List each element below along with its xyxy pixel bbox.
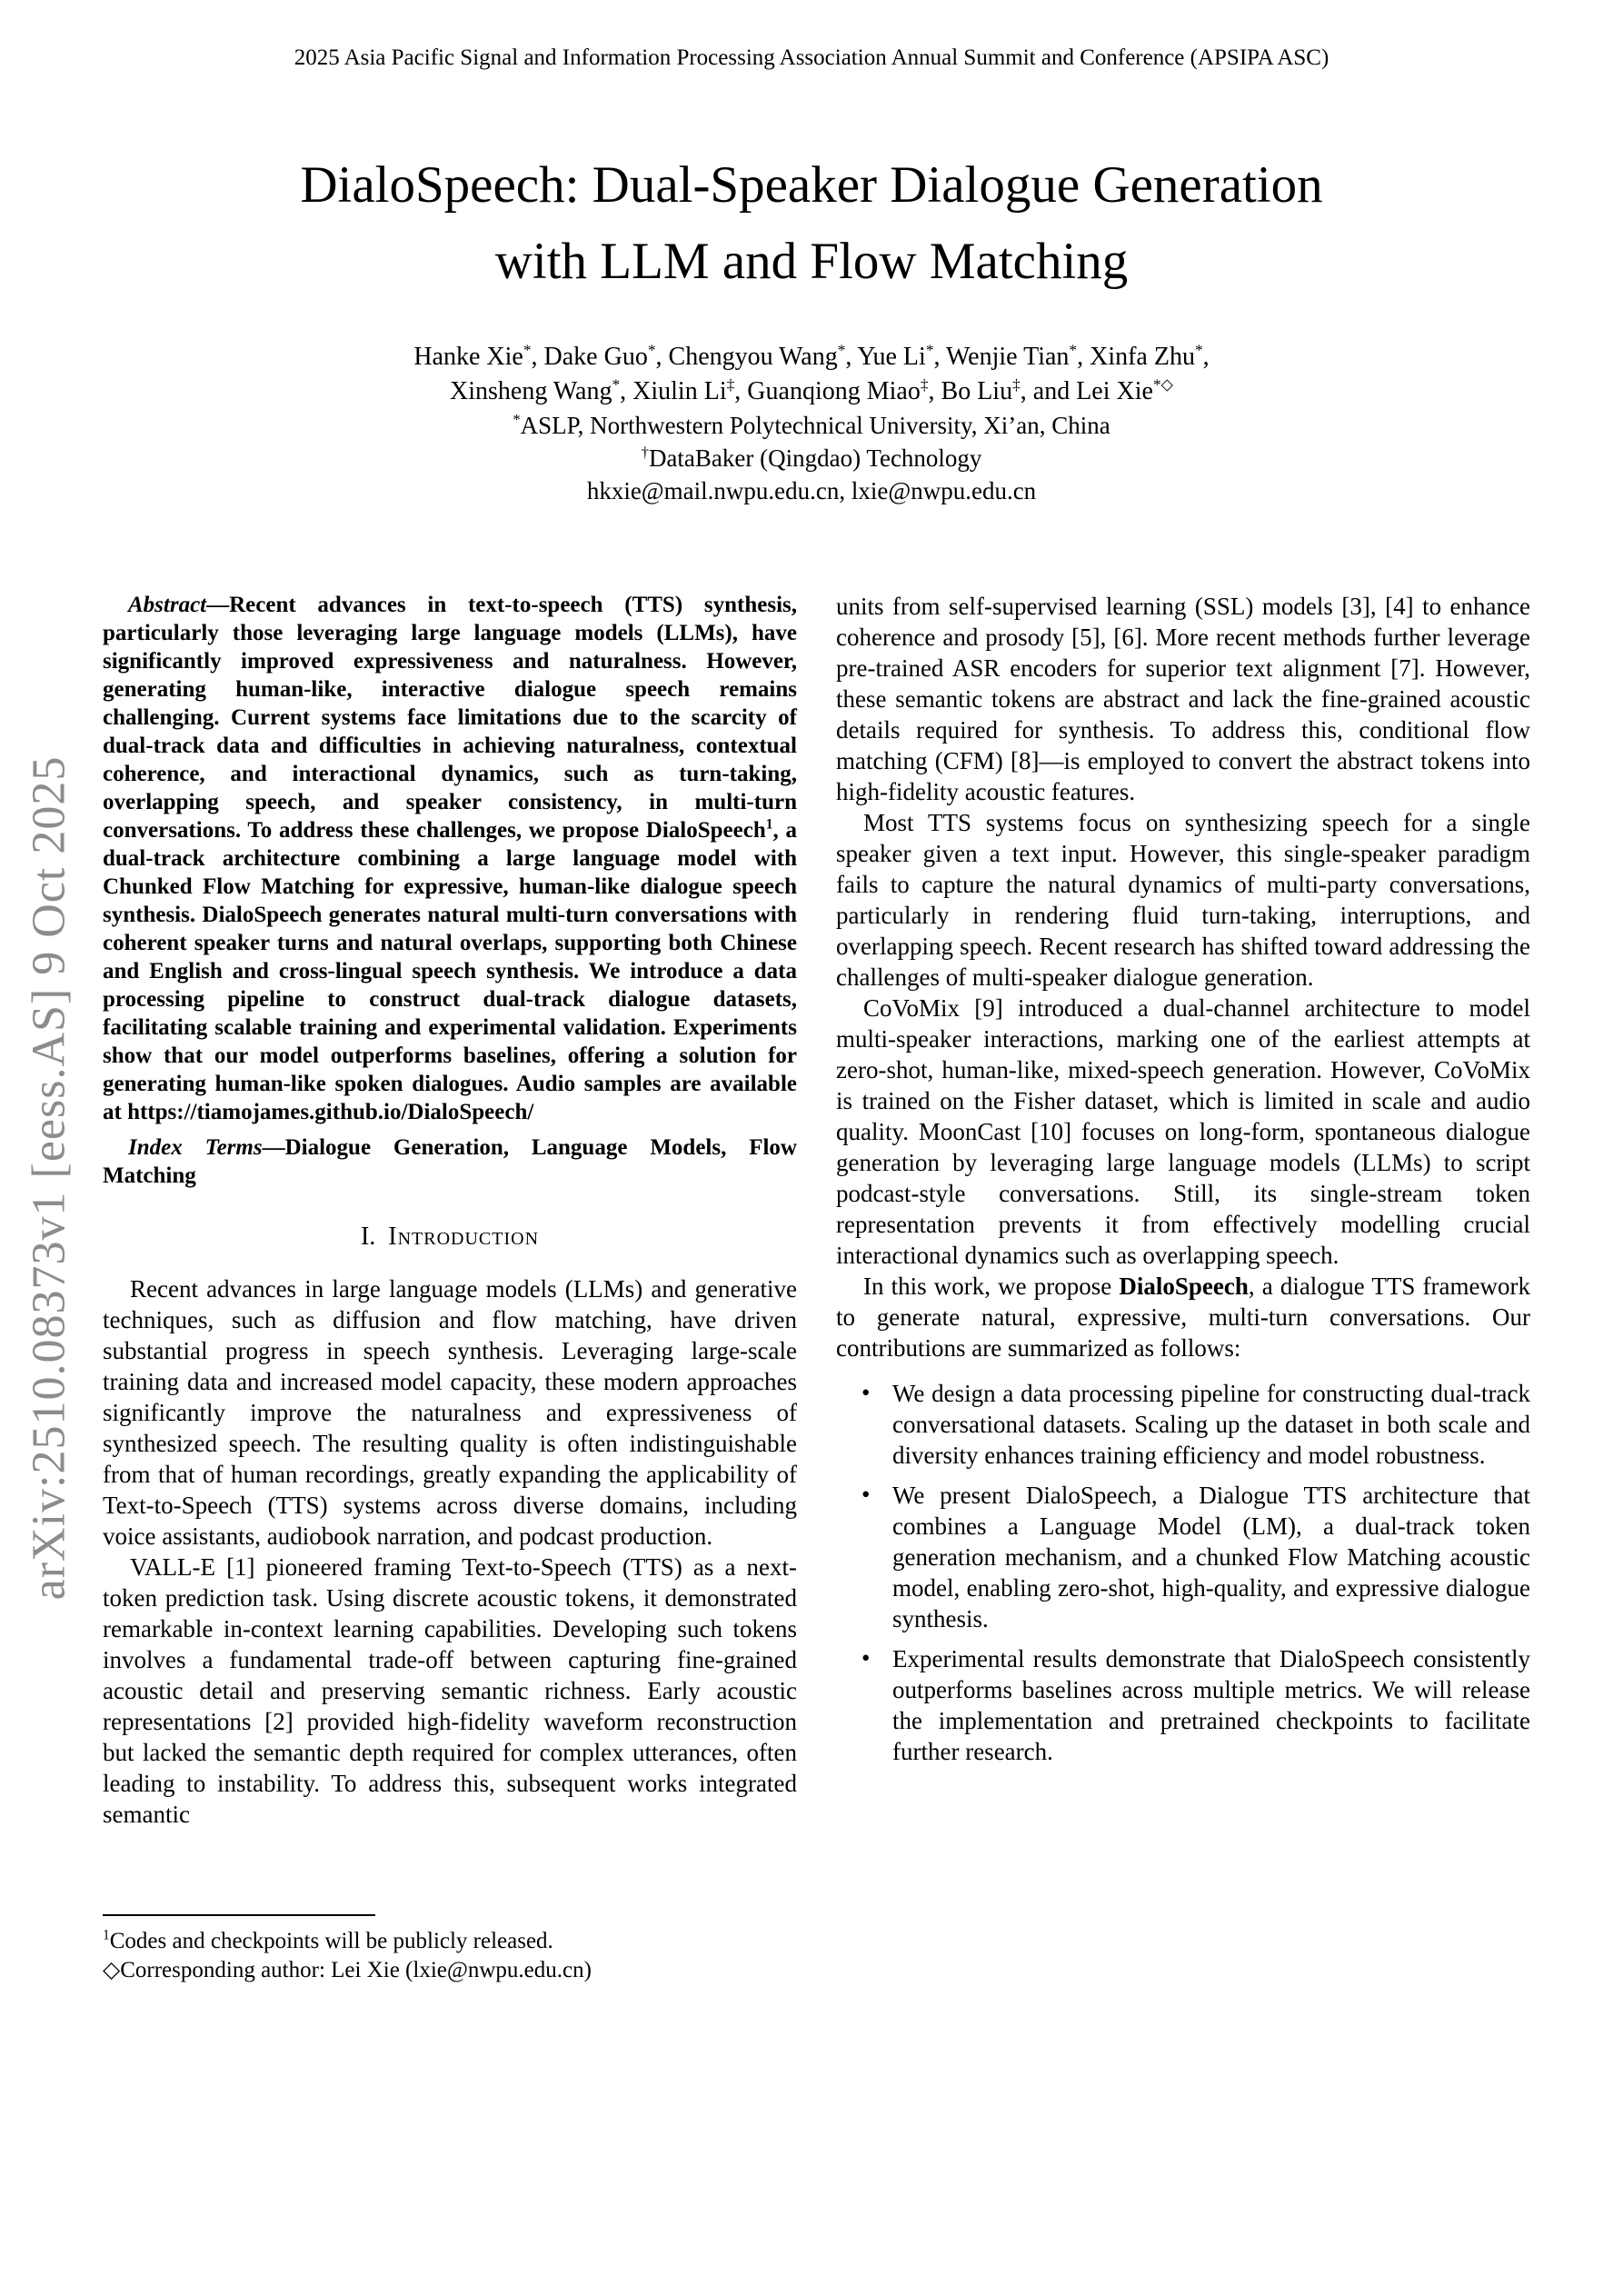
intro-paragraph-3: units from self-supervised learning (SSL) models [3], [4] to enhance coherence and prosody [5], [6]. More recent methods further leverage pre-trained ASR encoders for superior text alignment [7]. However, these semantic tokens are abstract and lack the fine-grained acoustic details required for synthesis. To address this, conditional flow matching (CFM) [8]—is employed to convert the abstract tokens into high-fidelity acoustic features. xyxy=(836,593,1530,805)
author-line-2: Xinsheng Wang*, Xiulin Li‡, Guanqiong Miao‡, Bo Liu‡, and Lei Xie*◇ xyxy=(450,375,1173,405)
abstract-text-2: , a dual-track architecture combining a large language model with Chunked Flow Matching for expressive, human-like dialogue speech synthesis. DialoSpeech generates natural multi-turn conversations with coherent speaker turns and natural overlaps, supporting both Chinese and English and cross-lingual speech synthesis. We introduce a data processing pipeline to construct dual-track dialogue datasets, facilitating scalable training and experimental validation. Experiments show that our model outperforms baselines, offering a solution for generating human-like spoken dialogues. Audio samples are available at xyxy=(103,818,797,1124)
abstract xyxy=(103,591,797,1126)
intro-paragraph-6-post: , a dialogue TTS framework to generate natural, expressive, multi-turn conversations. Our contributions are summarized as follows: xyxy=(836,1273,1530,1362)
contribution-item-3: • Experimental results demonstrate that DialoSpeech consistently outperforms baselines across multiple metrics. We will release the implementation and pretrained checkpoints to facilitate further research. xyxy=(892,1643,1530,1767)
abstract-text-1: —Recent advances in text-to-speech (TTS) synthesis, particularly those leveraging large language models (LLMs), have significantly improved expressiveness and naturalness. However, generating human-like, interactive dialogue speech remains challenging. Current systems face limitations due to the scarcity of dual-track data and difficulties in achieving naturalness, contextual coherence, and interactional dynamics, such as turn-taking, overlapping speech, and speaker consistency, in multi-turn conversations. To address these challenges, we propose DialoSpeech xyxy=(103,593,797,843)
left-column xyxy=(103,591,797,1830)
contribution-item-1: • We design a data processing pipeline for constructing dual-track conversational datasets. Scaling up the dataset in both scale and diversity enhances training efficiency and model robustness. xyxy=(892,1378,1530,1471)
abstract-footnote-mark: 1 xyxy=(765,816,773,833)
paper-title xyxy=(0,147,1623,300)
intro-paragraph-5: CoVoMix [9] introduced a dual-channel architecture to model multi-speaker interactions, marking one of the earliest attempts at zero-shot, human-like, mixed-speech generation. However, CoVoMix is trained on the Fisher dataset, which is limited in scale and audio quality. MoonCast [10] focuses on long-form, spontaneous dialogue generation by leveraging large language models (LLMs) to script podcast-style conversations. Still, its single-stream token representation prevents it from effectively modelling crucial interactional dynamics such as overlapping speech. xyxy=(836,994,1530,1269)
section-heading-introduction xyxy=(103,1223,797,1252)
section-title: Introduction xyxy=(388,1223,540,1251)
paper-title-line-1: DialoSpeech: Dual-Speaker Dialogue Generation xyxy=(300,156,1323,214)
index-terms-label: Index Terms xyxy=(128,1135,263,1160)
footnote-rule xyxy=(103,1914,375,1916)
author-block xyxy=(0,340,1623,507)
footnote-1-mark: 1 xyxy=(103,1927,110,1943)
footnotes xyxy=(103,1914,797,1985)
footnote-2 xyxy=(103,1956,797,1985)
intro-paragraph-6-pre: In this work, we propose xyxy=(863,1273,1120,1300)
footnote-2-text: ◇Corresponding author: Lei Xie (lxie@nwpu.edu.cn) xyxy=(103,1958,592,1982)
intro-paragraph-6 xyxy=(836,1271,1530,1363)
affiliation-company: †DataBaker (Qingdao) Technology xyxy=(641,444,982,472)
right-column xyxy=(836,591,1530,1830)
intro-paragraph-4: Most TTS systems focus on synthesizing speech for a single speaker given a text input. However, this single-speaker paradigm fails to capture the natural dynamics of multi-party conversations, particularly in rendering fluid turn-taking, interruptions, and overlapping speech. Recent research has shifted toward addressing the challenges of multi-speaker dialogue generation. xyxy=(836,809,1530,991)
index-terms xyxy=(103,1133,797,1190)
dialospeech-name-bold: DialoSpeech xyxy=(1119,1273,1249,1300)
contributions-list xyxy=(836,1378,1530,1767)
footnote-1-text: Codes and checkpoints will be publicly released. xyxy=(109,1929,553,1953)
index-terms-text: —Dialogue Generation, Language Models, Flow Matching xyxy=(103,1135,797,1188)
author-line-1: Hanke Xie*, Dake Guo*, Chengyou Wang*, Yue Li*, Wenjie Tian*, Xinfa Zhu*, xyxy=(413,341,1210,371)
abstract-label: Abstract xyxy=(128,593,207,617)
section-number: I. xyxy=(360,1223,376,1251)
paper-title-line-2: with LLM and Flow Matching xyxy=(494,233,1129,290)
footnote-1 xyxy=(103,1927,797,1956)
arxiv-watermark: arXiv:2510.08373v1 [eess.AS] 9 Oct 2025 xyxy=(23,755,75,1601)
intro-paragraph-2: VALL-E [1] pioneered framing Text-to-Speech (TTS) as a next-token prediction task. Using discrete acoustic tokens, it demonstrated remarkable in-context learning capabilities. Developing such tokens involves a fundamental trade-off between capturing fine-grained acoustic detail and preserving semantic richness. Early acoustic representations [2] provided high-fidelity waveform reconstruction but lacked the semantic depth required for complex utterances, often leading to instability. To address this, subsequent works integrated semantic xyxy=(103,1553,797,1828)
author-emails: hkxie@mail.nwpu.edu.cn, lxie@nwpu.edu.cn xyxy=(586,477,1037,504)
contribution-item-2: • We present DialoSpeech, a Dialogue TTS architecture that combines a Language Model (LM), a dual-track token generation mechanism, and a chunked Flow Matching acoustic model, enabling zero-shot, high-quality, and expressive dialogue synthesis. xyxy=(892,1480,1530,1634)
conference-header: 2025 Asia Pacific Signal and Information Processing Association Annual Summit and Conference (APSIPA ASC) xyxy=(294,45,1329,70)
two-column-body xyxy=(103,591,1530,1830)
demo-samples-link[interactable]: https://tiamojames.github.io/DialoSpeech/ xyxy=(127,1100,534,1124)
affiliation-university: *ASLP, Northwestern Polytechnical University, Xi’an, China xyxy=(513,411,1110,439)
intro-paragraph-1: Recent advances in large language models (LLMs) and generative techniques, such as diffusion and flow matching, have driven substantial progress in speech synthesis. Leveraging large-scale training data and increased model capacity, these modern approaches significantly improve the naturalness and expressiveness of synthesized speech. The resulting quality is often indistinguishable from that of human recordings, greatly expanding the applicability of Text-to-Speech (TTS) systems across diverse domains, including voice assistants, audiobook narration, and podcast production. xyxy=(103,1275,797,1550)
